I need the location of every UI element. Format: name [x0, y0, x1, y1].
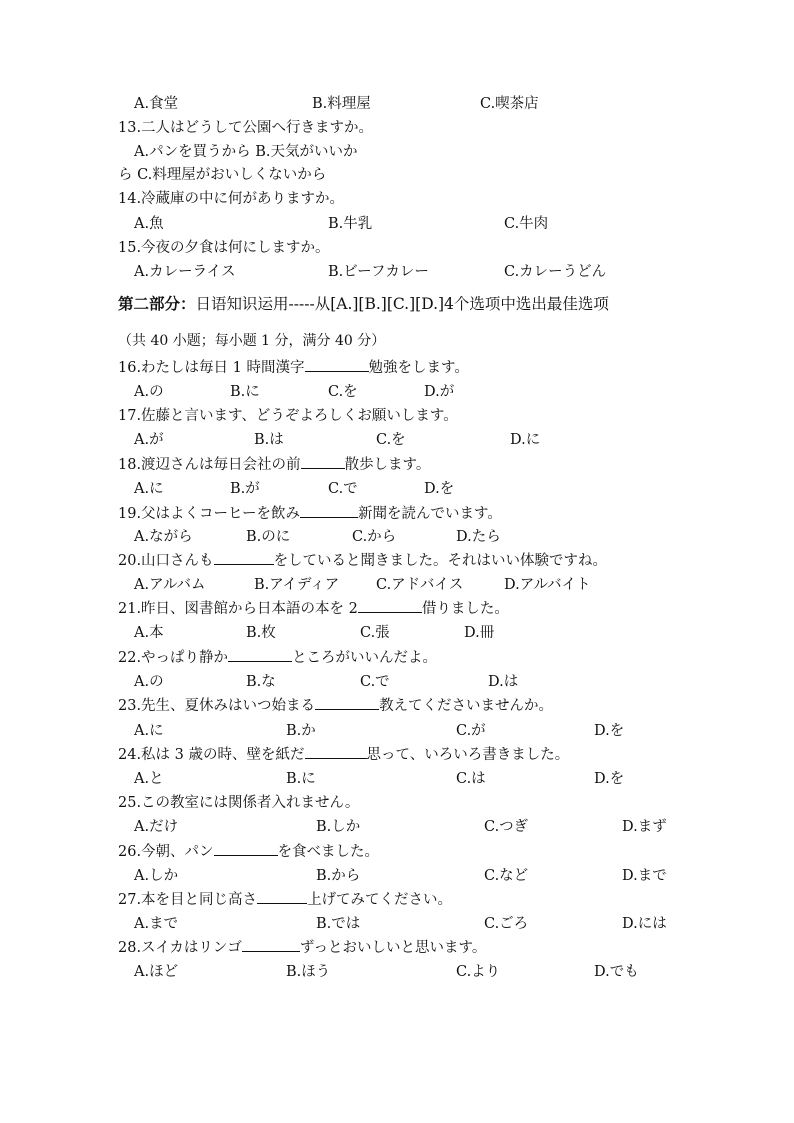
q14-stem: 14.冷蔵庫の中に何がありますか。: [118, 191, 345, 207]
q18-stem: [118, 453, 718, 477]
q17-options: [134, 428, 734, 452]
q27-stem-pre: 27.本を目と同じ高さ: [118, 892, 258, 908]
q27-stem-post: 上げてみてください。: [307, 892, 453, 908]
q23-option-b[interactable]: B.か: [286, 723, 316, 739]
q16-option-c[interactable]: C.を: [328, 384, 358, 400]
q26-option-b[interactable]: B.から: [316, 868, 361, 884]
q17-option-d[interactable]: D.に: [510, 432, 541, 448]
q23-stem-post: 教えてくださいませんか。: [379, 698, 554, 714]
q16-stem-post: 勉強をします。: [368, 360, 469, 376]
q26-option-c[interactable]: C.など: [484, 868, 529, 884]
q26-stem-post: を食べました。: [277, 844, 380, 860]
q24-stem-post: 思って、いろいろ書きました。: [366, 747, 570, 763]
q19-stem: [118, 502, 718, 526]
q23-option-d[interactable]: D.を: [594, 723, 625, 739]
q18-option-b[interactable]: B.が: [230, 481, 260, 497]
q22-stem-post: ところがいいんだよ。: [292, 650, 438, 666]
q24-stem: [118, 743, 718, 767]
q20-stem-post: をしていると聞きました。それはいい体験ですね。: [273, 553, 608, 569]
q16-options: [134, 380, 734, 404]
q25-option-b[interactable]: B.しか: [316, 819, 361, 835]
q20-options: [134, 573, 734, 597]
q20-stem: [118, 549, 718, 573]
q15-options: [134, 260, 734, 284]
q21-blank[interactable]: [358, 597, 422, 613]
q26-options: [134, 864, 734, 888]
section-2-title: 第二部分：: [118, 295, 196, 313]
q23-options: [134, 719, 734, 743]
q17-option-c[interactable]: C.を: [376, 432, 406, 448]
q18-option-a[interactable]: A.に: [134, 481, 164, 497]
q16-stem: [118, 356, 718, 380]
q24-option-b[interactable]: B.に: [286, 771, 316, 787]
q21-option-b[interactable]: B.枚: [246, 625, 276, 641]
q25-options: [134, 815, 734, 839]
q28-stem-post: ずっとおいしいと思います。: [299, 940, 487, 956]
q19-blank[interactable]: [300, 502, 358, 518]
q22-stem: [118, 646, 718, 670]
q24-option-d[interactable]: D.を: [594, 771, 625, 787]
q24-blank[interactable]: [305, 743, 367, 759]
q28-stem: [118, 936, 718, 960]
q12-option-a[interactable]: A.食堂: [134, 96, 179, 112]
q23-option-a[interactable]: A.に: [134, 723, 164, 739]
q18-option-d[interactable]: D.を: [424, 481, 455, 497]
q26-blank[interactable]: [214, 840, 278, 856]
q19-stem-post: 新聞を読んでいます。: [357, 506, 502, 522]
q23-blank[interactable]: [315, 694, 379, 710]
q27-option-c[interactable]: C.ごろ: [484, 916, 529, 932]
q21-option-c[interactable]: C.張: [360, 625, 390, 641]
q18-options: [134, 477, 734, 501]
q13-options-line1[interactable]: A.パンを買うから B.天気がいいか: [134, 144, 358, 160]
q22-blank[interactable]: [228, 646, 292, 662]
q21-stem-post: 借りました。: [421, 601, 509, 617]
q20-option-b[interactable]: B.アイディア: [254, 577, 340, 593]
q14-option-c[interactable]: C.牛肉: [504, 216, 549, 232]
q19-stem-pre: 19.父はよくコーヒーを飲み: [118, 506, 300, 522]
q23-stem: [118, 694, 718, 718]
q25-option-d[interactable]: D.まず: [622, 819, 667, 835]
q19-option-a[interactable]: A.ながら: [134, 529, 193, 545]
q25-stem: 25.この教室には関係者入れません。: [118, 795, 360, 811]
q14-option-b[interactable]: B.牛乳: [328, 216, 373, 232]
q21-stem-pre: 21.昨日、図書館から日本語の本を 2: [118, 601, 358, 617]
q28-option-b[interactable]: B.ほう: [286, 964, 331, 980]
q14-options: [134, 212, 734, 236]
q28-option-a[interactable]: A.ほど: [134, 964, 179, 980]
q16-option-a[interactable]: A.の: [134, 384, 164, 400]
q19-option-c[interactable]: C.から: [352, 529, 397, 545]
q12-options: [134, 92, 734, 116]
q12-option-b[interactable]: B.料理屋: [312, 96, 371, 112]
q22-options: [134, 670, 734, 694]
q16-stem-pre: 16.わたしは毎日 1 時間漢字: [118, 360, 305, 376]
q21-options: [134, 621, 734, 645]
q15-option-b[interactable]: B.ビーフカレー: [328, 264, 429, 280]
q26-option-a[interactable]: A.しか: [134, 868, 179, 884]
q21-stem: [118, 597, 718, 621]
q27-stem: [118, 888, 718, 912]
q24-options: [134, 767, 734, 791]
q28-option-c[interactable]: C.より: [456, 964, 501, 980]
q19-option-b[interactable]: B.のに: [246, 529, 291, 545]
q19-option-d[interactable]: D.たら: [456, 529, 501, 545]
q18-stem-pre: 18.渡辺さんは毎日会社の前: [118, 457, 301, 473]
q22-option-a[interactable]: A.の: [134, 674, 164, 690]
q18-option-c[interactable]: C.で: [328, 481, 358, 497]
q22-option-c[interactable]: C.で: [360, 674, 390, 690]
q18-blank[interactable]: [301, 453, 345, 469]
q27-blank[interactable]: [257, 888, 307, 904]
q14-option-a[interactable]: A.魚: [134, 216, 164, 232]
q27-option-d[interactable]: D.には: [622, 916, 667, 932]
q26-option-d[interactable]: D.まで: [622, 868, 667, 884]
q27-option-b[interactable]: B.では: [316, 916, 361, 932]
section-2-description: 日语知识运用-----从[A.][B.][C.][D.]4个选项中选出最佳选项: [195, 295, 609, 313]
q25-option-c[interactable]: C.つぎ: [484, 819, 529, 835]
q13-options-line2[interactable]: ら C.料理屋がおいしくないから: [118, 167, 327, 183]
q20-option-d[interactable]: D.アルバイト: [504, 577, 591, 593]
q24-stem-pre: 24.私は 3 歳の時、壁を紙だ: [118, 747, 305, 763]
q21-option-d[interactable]: D.冊: [464, 625, 495, 641]
q15-option-a[interactable]: A.カレーライス: [134, 264, 236, 280]
q23-stem-pre: 23.先生、夏休みはいつ始まる: [118, 698, 316, 714]
q28-options: [134, 960, 734, 984]
q16-option-d[interactable]: D.が: [424, 384, 455, 400]
q13-stem: 13.二人はどうして公園へ行きますか。: [118, 120, 374, 136]
q16-option-b[interactable]: B.に: [230, 384, 260, 400]
q22-stem-pre: 22.やっぱり静か: [118, 650, 229, 666]
q15-stem: 15.今夜の夕食は何にしますか。: [118, 240, 330, 256]
q22-option-b[interactable]: B.な: [246, 674, 276, 690]
q28-blank[interactable]: [242, 936, 300, 952]
q18-stem-post: 散歩します。: [344, 457, 431, 473]
q23-option-c[interactable]: C.が: [456, 723, 486, 739]
q28-stem-pre: 28.スイカはリンゴ: [118, 940, 242, 956]
q20-blank[interactable]: [214, 549, 274, 565]
q26-stem: [118, 840, 718, 864]
q21-option-a[interactable]: A.本: [134, 625, 164, 641]
q24-option-a[interactable]: A.と: [134, 771, 164, 787]
q22-option-d[interactable]: D.は: [488, 674, 519, 690]
q19-options: [134, 525, 734, 549]
q24-option-c[interactable]: C.は: [456, 771, 486, 787]
q12-option-c[interactable]: C.喫茶店: [480, 96, 539, 112]
q15-option-c[interactable]: C.カレーうどん: [504, 264, 607, 280]
q28-option-d[interactable]: D.でも: [594, 964, 639, 980]
q25-option-a[interactable]: A.だけ: [134, 819, 179, 835]
q20-option-a[interactable]: A.アルバム: [134, 577, 206, 593]
q26-stem-pre: 26.今朝、パン: [118, 844, 214, 860]
section-2-heading: [118, 292, 738, 316]
q20-stem-pre: 20.山口さんも: [118, 553, 214, 569]
q20-option-c[interactable]: C.アドバイス: [376, 577, 464, 593]
section-2-note: （共 40 小题；每小题 1 分，满分 40 分）: [118, 333, 386, 349]
q27-options: [134, 912, 734, 936]
q17-option-b[interactable]: B.は: [254, 432, 284, 448]
q16-blank[interactable]: [305, 356, 369, 372]
q17-option-a[interactable]: A.が: [134, 432, 164, 448]
q27-option-a[interactable]: A.まで: [134, 916, 179, 932]
q17-stem: 17.佐藤と言います、どうぞよろしくお願いします。: [118, 408, 458, 424]
